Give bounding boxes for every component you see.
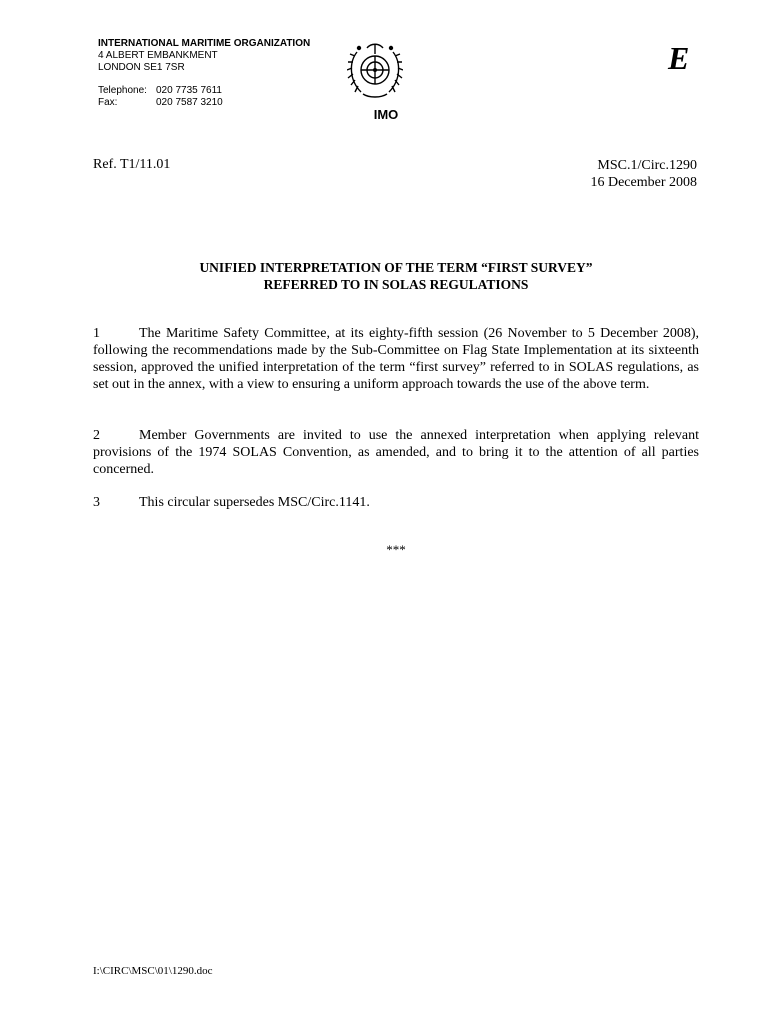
footer-file-path: I:\CIRC\MSC\01\1290.doc [93, 965, 213, 977]
fax-value: 020 7587 3210 [156, 97, 223, 108]
paragraph-text: Member Governments are invited to use the annexed interpretation when applying relevant provisions of the 1974 SOLAS Convention, as amended, and to bring it to the attention of all parties concerned. [93, 428, 699, 477]
circular-info [590, 157, 697, 191]
contact-block [98, 85, 223, 109]
circular-date: 16 December 2008 [590, 175, 697, 190]
paragraph-text: This circular supersedes MSC/Circ.1141. [139, 495, 370, 510]
title-line-2: REFERRED TO IN SOLAS REGULATIONS [263, 277, 529, 292]
reference-number: Ref. T1/11.01 [93, 157, 171, 172]
organization-name: INTERNATIONAL MARITIME ORGANIZATION [98, 38, 311, 49]
paragraph-text: The Maritime Safety Committee, at its eighty-fifth session (26 November to 5 December 2008), following the recommendations made by the Sub-Committee on Flag State Implementation at its sixteenth session, approved the unified interpretation of the term “first survey” referred to in SOLAS regulations, as set out in the annex, with a view to ensuring a uniform approach towards the use of the above term. [93, 326, 699, 392]
organization-address-block [98, 38, 310, 74]
section-separator: *** [386, 542, 406, 557]
paragraph [93, 494, 699, 511]
paragraph-number: 3 [93, 495, 100, 510]
imo-logo-text: IMO [373, 107, 399, 122]
language-mark: E [668, 40, 690, 76]
title-line-1: UNIFIED INTERPRETATION OF THE TERM “FIRST SURVEY” [199, 260, 593, 275]
fax-row [98, 97, 223, 109]
imo-emblem-icon [347, 40, 403, 100]
address-line-2: LONDON SE1 7SR [98, 62, 185, 73]
circular-number: MSC.1/Circ.1290 [597, 158, 697, 173]
paragraph [93, 427, 699, 478]
fax-label: Fax: [98, 97, 118, 108]
paragraph-number: 1 [93, 326, 100, 341]
telephone-label: Telephone: [98, 85, 147, 96]
paragraph [93, 325, 699, 393]
telephone-value: 020 7735 7611 [156, 85, 222, 96]
telephone-row [98, 85, 223, 97]
address-line-1: 4 ALBERT EMBANKMENT [98, 50, 218, 61]
document-title [93, 259, 699, 293]
paragraph-number: 2 [93, 428, 100, 443]
